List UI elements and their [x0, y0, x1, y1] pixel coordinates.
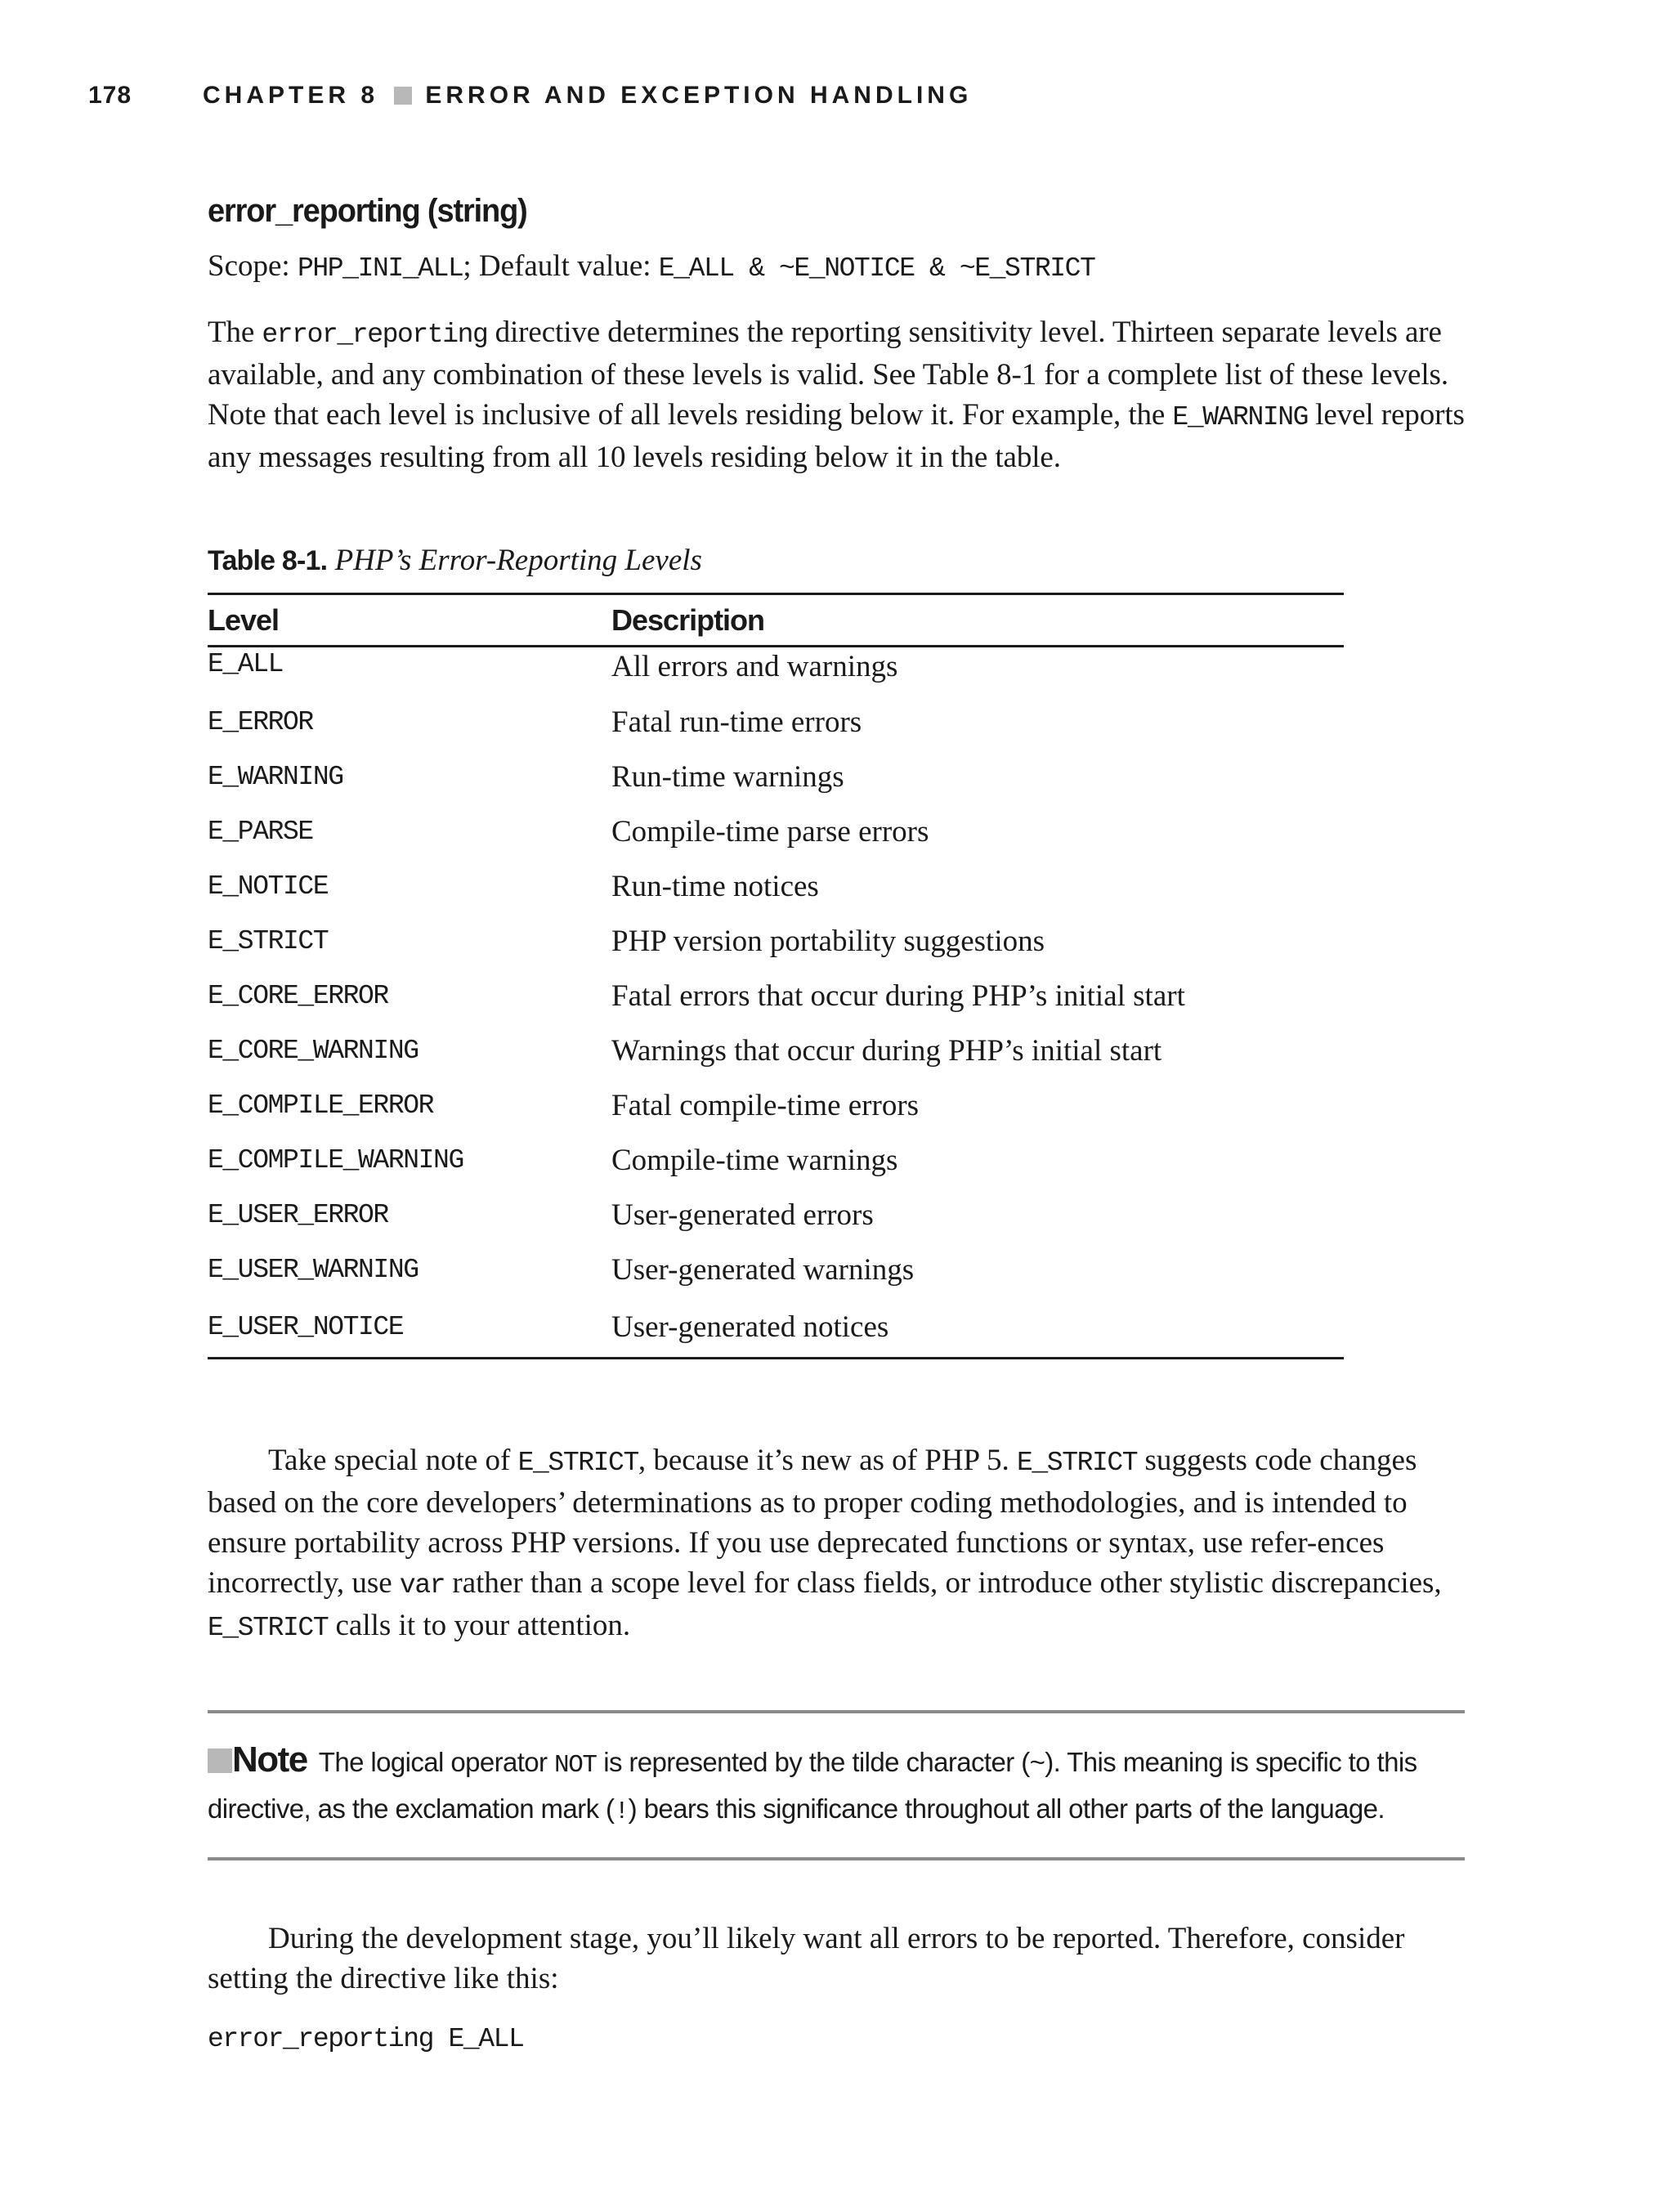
description-cell: Fatal errors that occur during PHP’s initial start [611, 979, 1185, 1013]
section-heading: error_reporting (string) [208, 193, 527, 229]
inline-code: NOT [554, 1751, 597, 1780]
level-cell: E_CORE_ERROR [208, 981, 388, 1011]
description-cell: Compile-time warnings [611, 1144, 898, 1177]
level-cell: E_COMPILE_ERROR [208, 1090, 434, 1121]
inline-code: E_STRICT [1016, 1448, 1138, 1478]
table-caption [208, 543, 1468, 578]
note-box [208, 1710, 1465, 1860]
text-run: directive determines the reporting sensitivity level. Thirteen separate levels are available, and any combination of these levels is valid. See Table 8-1 for a complete list of these levels. Note that each level is inclusive of all levels residing below it. For example, the [208, 316, 1448, 432]
table-row [208, 1078, 1344, 1133]
text-run: suggests code changes based on the core developers’ determinations as to proper coding methodologies, and is intended to ensure portability across PHP versions. If you use deprecated functions or syntax, use refer-ences incorrectly, use [208, 1444, 1417, 1600]
level-cell: E_WARNING [208, 762, 343, 792]
text-run: During the development stage, you’ll likely want all errors to be reported. Therefore, consider setting the directive like this: [208, 1922, 1405, 1995]
chapter-title: ERROR AND EXCEPTION HANDLING [425, 82, 973, 109]
text-run: , because it’s new as of PHP 5. [638, 1444, 1017, 1477]
note-label: Note [232, 1740, 307, 1780]
inline-code: E_STRICT [517, 1448, 638, 1478]
description-cell: All errors and warnings [611, 650, 898, 683]
text-run: rather than a scope level for class fields, or introduce other stylistic discrepancies, [445, 1566, 1442, 1600]
description-cell: Run-time warnings [611, 760, 844, 794]
level-cell: E_ALL [208, 649, 284, 679]
text-run: level reports any messages resulting from all 10 levels residing below it in the table. [208, 398, 1465, 474]
code-example: error_reporting E_ALL [208, 2024, 524, 2054]
separator-square-icon [394, 87, 412, 105]
description-cell: Fatal run-time errors [611, 705, 862, 739]
level-cell: E_CORE_WARNING [208, 1036, 418, 1066]
description-cell: User-generated errors [611, 1198, 874, 1232]
description-cell: Warnings that occur during PHP’s initial start [611, 1034, 1162, 1068]
development-paragraph [208, 1919, 1468, 1999]
description-cell: User-generated notices [611, 1310, 889, 1344]
scope-value: PHP_INI_ALL [297, 253, 463, 284]
note-square-icon [208, 1749, 232, 1773]
text-run: calls it to your attention. [328, 1609, 631, 1642]
description-cell: User-generated warnings [611, 1253, 915, 1287]
inline-code: E_WARNING [1172, 402, 1309, 432]
description-cell: Compile-time parse errors [611, 815, 929, 849]
level-cell: E_USER_ERROR [208, 1200, 388, 1230]
default-label: ; Default value: [463, 249, 659, 283]
level-cell: E_COMPILE_WARNING [208, 1145, 463, 1175]
text-run: The [208, 316, 262, 349]
column-header-level: Level [208, 602, 280, 637]
table-row [208, 804, 1344, 859]
scope-label: Scope: [208, 249, 298, 283]
table-row [208, 1188, 1344, 1243]
table-row [208, 695, 1344, 750]
table-caption-title: PHP’s Error-Reporting Levels [334, 544, 702, 577]
table-row [208, 859, 1344, 914]
table-row [208, 750, 1344, 804]
text-run: is represented by the tilde character (~). This meaning is specific to this directive, as the exclamation mark ( [208, 1747, 1417, 1824]
description-cell: Fatal compile-time errors [611, 1089, 920, 1122]
text-run: The logical operator [318, 1747, 555, 1777]
text-run: Take special note of [268, 1444, 518, 1477]
inline-code: error_reporting [262, 320, 488, 350]
level-cell: E_NOTICE [208, 871, 329, 902]
table-row [208, 1023, 1344, 1078]
scope-line [208, 249, 1468, 284]
table-row [208, 647, 1344, 696]
table-row [208, 969, 1344, 1023]
table-row [208, 1297, 1344, 1359]
chapter-number: CHAPTER 8 [203, 82, 379, 109]
text-run: ) bears this significance throughout all other parts of the language. [628, 1793, 1385, 1824]
column-header-description: Description [611, 602, 765, 637]
inline-code: ! [614, 1798, 629, 1826]
table-header-row [208, 594, 1344, 647]
description-cell: Run-time notices [611, 870, 819, 903]
table-row [208, 1133, 1344, 1188]
note-text [208, 1738, 1465, 1834]
table-row [208, 914, 1344, 969]
inline-code: E_STRICT [208, 1613, 329, 1643]
intro-paragraph [208, 312, 1468, 477]
level-cell: E_STRICT [208, 926, 329, 956]
level-cell: E_USER_WARNING [208, 1255, 418, 1285]
chapter-label [203, 82, 972, 110]
error-levels-table [208, 593, 1344, 1359]
level-cell: E_PARSE [208, 817, 313, 847]
level-cell: E_USER_NOTICE [208, 1312, 404, 1342]
default-value: E_ALL & ~E_NOTICE & ~E_STRICT [658, 253, 1095, 284]
inline-code: var [399, 1570, 445, 1601]
level-cell: E_ERROR [208, 707, 313, 737]
strict-paragraph [208, 1440, 1468, 1648]
table-row [208, 1243, 1344, 1297]
page-number: 178 [88, 82, 132, 109]
description-cell: PHP version portability suggestions [611, 925, 1045, 958]
table-caption-label: Table 8-1. [208, 545, 328, 576]
